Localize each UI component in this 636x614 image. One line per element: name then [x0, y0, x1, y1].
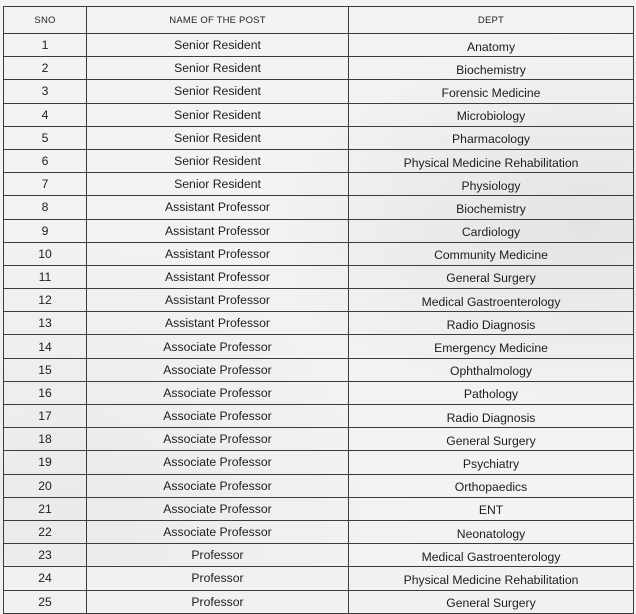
- cell-post-name: Senior Resident: [87, 103, 349, 126]
- cell-sno: 25: [4, 590, 87, 613]
- cell-post-name: Associate Professor: [87, 451, 349, 474]
- cell-sno: 10: [4, 242, 87, 265]
- cell-post-name: Professor: [87, 544, 349, 567]
- cell-sno: 21: [4, 497, 87, 520]
- cell-post-name: Senior Resident: [87, 34, 349, 57]
- table-row: [4, 265, 634, 288]
- cell-post-name: Associate Professor: [87, 405, 349, 428]
- cell-dept: Biochemistry: [349, 57, 634, 80]
- cell-dept: Neonatology: [349, 520, 634, 543]
- cell-sno: 3: [4, 80, 87, 103]
- cell-dept: Physical Medicine Rehabilitation: [349, 149, 634, 172]
- table-row: [4, 474, 634, 497]
- cell-sno: 2: [4, 57, 87, 80]
- cell-sno: 20: [4, 474, 87, 497]
- cell-post-name: Professor: [87, 590, 349, 613]
- table-row: [4, 126, 634, 149]
- cell-dept: Anatomy: [349, 34, 634, 57]
- header-sno: SNO: [4, 7, 87, 34]
- cell-dept: Biochemistry: [349, 196, 634, 219]
- cell-sno: 15: [4, 358, 87, 381]
- cell-sno: 24: [4, 567, 87, 590]
- cell-dept: Ophthalmology: [349, 358, 634, 381]
- cell-dept: Forensic Medicine: [349, 80, 634, 103]
- table-row: [4, 289, 634, 312]
- table-row: [4, 451, 634, 474]
- cell-dept: Emergency Medicine: [349, 335, 634, 358]
- table-row: [4, 335, 634, 358]
- cell-sno: 9: [4, 219, 87, 242]
- table-row: [4, 520, 634, 543]
- table-row: [4, 312, 634, 335]
- cell-sno: 5: [4, 126, 87, 149]
- cell-post-name: Senior Resident: [87, 149, 349, 172]
- cell-sno: 12: [4, 289, 87, 312]
- cell-post-name: Associate Professor: [87, 474, 349, 497]
- cell-sno: 13: [4, 312, 87, 335]
- cell-sno: 8: [4, 196, 87, 219]
- cell-post-name: Assistant Professor: [87, 289, 349, 312]
- cell-sno: 22: [4, 520, 87, 543]
- table-row: [4, 80, 634, 103]
- cell-dept: Physical Medicine Rehabilitation: [349, 567, 634, 590]
- cell-dept: Orthopaedics: [349, 474, 634, 497]
- table-row: [4, 57, 634, 80]
- cell-post-name: Senior Resident: [87, 80, 349, 103]
- cell-post-name: Senior Resident: [87, 126, 349, 149]
- cell-dept: Pathology: [349, 381, 634, 404]
- header-post-name: NAME OF THE POST: [87, 7, 349, 34]
- cell-dept: Cardiology: [349, 219, 634, 242]
- cell-dept: ENT: [349, 497, 634, 520]
- cell-dept: Medical Gastroenterology: [349, 289, 634, 312]
- cell-sno: 17: [4, 405, 87, 428]
- cell-dept: General Surgery: [349, 265, 634, 288]
- table-row: [4, 196, 634, 219]
- cell-dept: Psychiatry: [349, 451, 634, 474]
- cell-sno: 18: [4, 428, 87, 451]
- cell-post-name: Associate Professor: [87, 335, 349, 358]
- posts-table: [3, 6, 634, 614]
- cell-dept: Medical Gastroenterology: [349, 544, 634, 567]
- cell-dept: Radio Diagnosis: [349, 312, 634, 335]
- cell-sno: 6: [4, 149, 87, 172]
- table-body: [4, 34, 634, 614]
- table-row: [4, 173, 634, 196]
- cell-post-name: Associate Professor: [87, 358, 349, 381]
- table-row: [4, 567, 634, 590]
- cell-post-name: Assistant Professor: [87, 219, 349, 242]
- cell-sno: 19: [4, 451, 87, 474]
- table-row: [4, 358, 634, 381]
- cell-sno: 16: [4, 381, 87, 404]
- cell-sno: 4: [4, 103, 87, 126]
- table-row: [4, 34, 634, 57]
- table-row: [4, 149, 634, 172]
- cell-post-name: Senior Resident: [87, 173, 349, 196]
- table-row: [4, 242, 634, 265]
- table-header-row: [4, 7, 634, 34]
- cell-sno: 23: [4, 544, 87, 567]
- cell-post-name: Associate Professor: [87, 520, 349, 543]
- cell-sno: 14: [4, 335, 87, 358]
- cell-dept: General Surgery: [349, 590, 634, 613]
- table-row: [4, 103, 634, 126]
- table-row: [4, 405, 634, 428]
- cell-post-name: Assistant Professor: [87, 265, 349, 288]
- cell-sno: 7: [4, 173, 87, 196]
- cell-dept: Community Medicine: [349, 242, 634, 265]
- cell-post-name: Associate Professor: [87, 428, 349, 451]
- cell-post-name: Associate Professor: [87, 381, 349, 404]
- cell-post-name: Assistant Professor: [87, 312, 349, 335]
- cell-post-name: Senior Resident: [87, 57, 349, 80]
- table-row: [4, 428, 634, 451]
- header-dept: DEPT: [349, 7, 634, 34]
- cell-post-name: Assistant Professor: [87, 242, 349, 265]
- cell-sno: 1: [4, 34, 87, 57]
- cell-post-name: Professor: [87, 567, 349, 590]
- cell-dept: Pharmacology: [349, 126, 634, 149]
- table-row: [4, 544, 634, 567]
- cell-sno: 11: [4, 265, 87, 288]
- cell-dept: Microbiology: [349, 103, 634, 126]
- table-row: [4, 497, 634, 520]
- table-row: [4, 381, 634, 404]
- cell-dept: General Surgery: [349, 428, 634, 451]
- cell-dept: Physiology: [349, 173, 634, 196]
- cell-dept: Radio Diagnosis: [349, 405, 634, 428]
- table-row: [4, 219, 634, 242]
- cell-post-name: Associate Professor: [87, 497, 349, 520]
- table-row: [4, 590, 634, 613]
- cell-post-name: Assistant Professor: [87, 196, 349, 219]
